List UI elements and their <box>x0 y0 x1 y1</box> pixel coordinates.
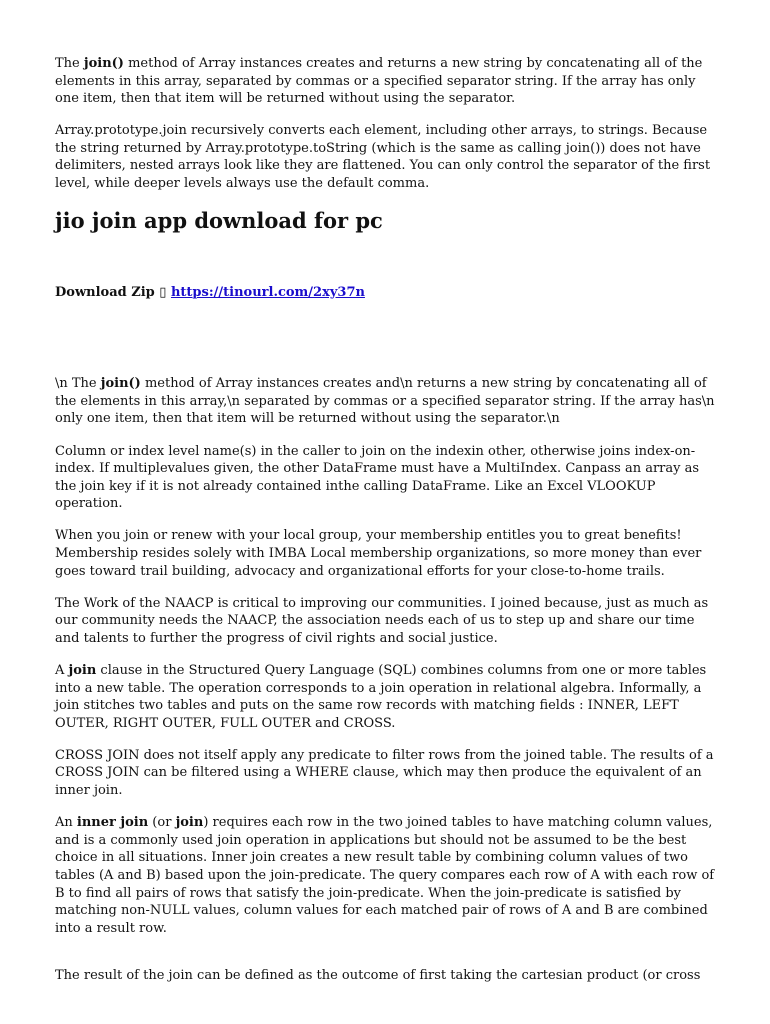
intro-paragraph-2: Array.prototype.join recursively converts each element, including other arrays, to strings. Because the string returned by Array.prototype.toString (which is the same as calling join()) does not have delimiters, nested arrays look like they are flattened. You can only control the separator of the first level, while deeper levels always use the default comma. <box>55 123 711 192</box>
text-run: method of Array instances creates and\n returns a new string by concatenating all of the elements in this array,\n separated by commas or a specified separator string. If the array has\n only one item, then that item will be returned without using the separator.\n <box>55 376 715 427</box>
download-label: Download Zip <box>55 284 160 300</box>
bold-term: join <box>68 662 97 678</box>
download-line <box>55 284 717 302</box>
bold-term: join <box>175 815 204 831</box>
text-run: clause in the Structured Query Language (SQL) combines columns from one or more tables into a new table. The operation corresponds to a join operation in relational algebra. Informally, a join stitches two tables and puts on the same row records with matching fields : INNER, LEFT OUTER, RIGHT OUTER, FULL OUTER and CROSS. <box>55 662 707 731</box>
body-paragraph-1 <box>55 375 717 428</box>
bold-term: inner join <box>76 815 149 831</box>
text-run: ) requires each row in the two joined tables to have matching column values, and is a commonly used join operation in applications but should not be assumed to be the best choice in all situations. Inner join creates a new result table by combining column values of two tables (A and B) based upon the join-predicate. The query compares each row of A with each row of B to find all pairs of rows that satisfy the join-predicate. When the join-predicate is satisfied by matching non-NULL values, column values for each matched pair of rows of A and B are combined into a result row. <box>55 815 715 936</box>
bold-term: join() <box>100 376 141 392</box>
missing-glyph-icon: ▯ <box>159 284 167 300</box>
page-heading: jio join app download for pc <box>55 207 383 233</box>
text-run: \n The <box>55 376 101 392</box>
body-paragraph-8: The result of the join can be defined as the outcome of first taking the cartesian product (or cross <box>55 968 701 984</box>
body-paragraph-4: The Work of the NAACP is critical to improving our communities. I joined because, just as much as our community needs the NAACP, the association needs each of us to step up and share our time and talents to further the progress of civil rights and social justice. <box>55 595 709 646</box>
body-paragraph-5 <box>55 662 717 732</box>
body-paragraph-3: When you join or renew with your local group, your membership entitles you to great benefits! Membership resides solely with IMBA Local membership organizations, so more money than ever goes toward trail building, advocacy and organizational efforts for your close-to-home trails. <box>55 528 702 579</box>
text-run: An <box>55 815 77 831</box>
document-page <box>55 55 717 999</box>
text-run: The <box>55 56 84 71</box>
download-link[interactable]: https://tinourl.com/2xy37n <box>170 284 365 300</box>
text-run: method of Array instances creates and returns a new string by concatenating all of the elements in this array, separated by commas or a specified separator string. If the array has only one item, then that item will be returned without using the separator. <box>55 56 703 107</box>
intro-paragraph-1 <box>55 55 717 108</box>
body-paragraph-2: Column or index level name(s) in the caller to join on the indexin other, otherwise joins index-on-index. If multiplevalues given, the other DataFrame must have a MultiIndex. Canpass an array as the join key if it is not already contained inthe calling DataFrame. Like an Excel VLOOKUP operation. <box>55 443 700 512</box>
body-paragraph-6: CROSS JOIN does not itself apply any predicate to filter rows from the joined table. The results of a CROSS JOIN can be filtered using a WHERE clause, which may then produce the equivalent of an inner join. <box>55 747 714 799</box>
bold-term: join() <box>83 56 124 71</box>
text-run: A <box>55 662 69 678</box>
text-run: (or <box>148 815 176 831</box>
body-paragraph-7 <box>55 814 717 937</box>
